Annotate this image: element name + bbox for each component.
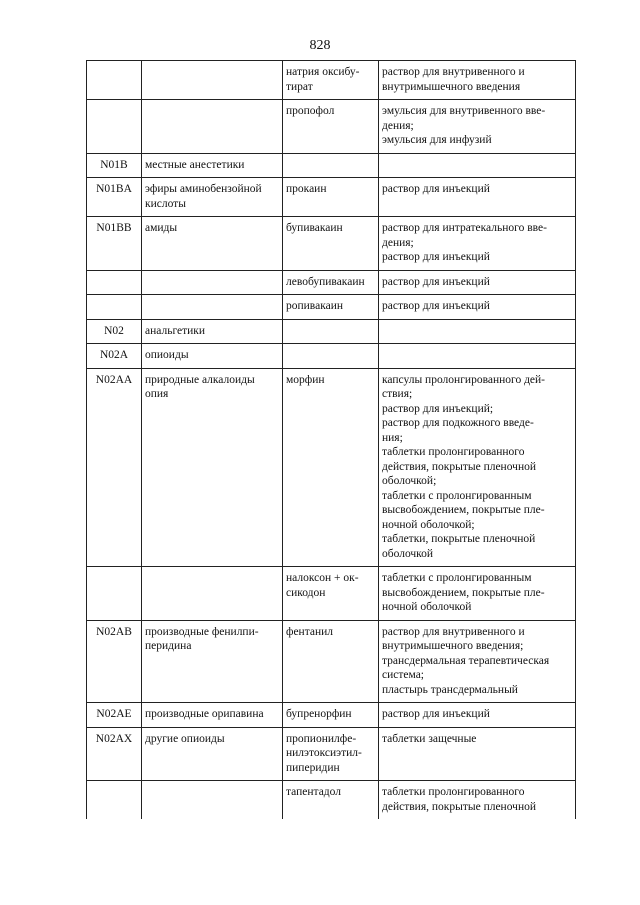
form-cell: таблетки пролонгированного действия, покрытые пленочной bbox=[379, 781, 576, 820]
drug-cell: морфин bbox=[283, 368, 379, 567]
drug-cell bbox=[283, 319, 379, 344]
table-row bbox=[87, 703, 576, 728]
group-cell: другие опиоиды bbox=[142, 727, 283, 781]
group-cell: природные алкалоиды опия bbox=[142, 368, 283, 567]
code-cell bbox=[87, 567, 142, 621]
code-cell: N02 bbox=[87, 319, 142, 344]
code-cell bbox=[87, 61, 142, 100]
drug-cell: ропивакаин bbox=[283, 295, 379, 320]
table-body bbox=[87, 61, 576, 820]
code-cell bbox=[87, 781, 142, 820]
group-cell: производные фенилпи- перидина bbox=[142, 620, 283, 703]
form-cell: раствор для инъекций bbox=[379, 178, 576, 217]
group-cell: производные орипавина bbox=[142, 703, 283, 728]
form-cell bbox=[379, 319, 576, 344]
form-cell: эмульсия для внутривенного вве- дения; эмульсия для инфузий bbox=[379, 100, 576, 154]
table-row bbox=[87, 178, 576, 217]
table-row bbox=[87, 620, 576, 703]
drug-cell: левобупивакаин bbox=[283, 270, 379, 295]
drug-cell: натрия оксибу- тират bbox=[283, 61, 379, 100]
table-row bbox=[87, 344, 576, 369]
group-cell: опиоиды bbox=[142, 344, 283, 369]
form-cell: раствор для интратекального вве- дения; раствор для инъекций bbox=[379, 217, 576, 271]
drug-cell: налоксон + ок- сикодон bbox=[283, 567, 379, 621]
code-cell bbox=[87, 100, 142, 154]
drug-cell: бупренорфин bbox=[283, 703, 379, 728]
drug-cell: прокаин bbox=[283, 178, 379, 217]
group-cell: эфиры аминобензойной кислоты bbox=[142, 178, 283, 217]
drug-cell bbox=[283, 153, 379, 178]
code-cell: N01B bbox=[87, 153, 142, 178]
group-cell bbox=[142, 61, 283, 100]
group-cell: анальгетики bbox=[142, 319, 283, 344]
form-cell: таблетки с пролонгированным высвобождением, покрытые пле- ночной оболочкой bbox=[379, 567, 576, 621]
code-cell bbox=[87, 295, 142, 320]
drug-table bbox=[86, 60, 576, 819]
group-cell bbox=[142, 295, 283, 320]
group-cell bbox=[142, 270, 283, 295]
table-row bbox=[87, 368, 576, 567]
table-row bbox=[87, 61, 576, 100]
code-cell: N02AX bbox=[87, 727, 142, 781]
group-cell bbox=[142, 567, 283, 621]
drug-cell: пропофол bbox=[283, 100, 379, 154]
group-cell bbox=[142, 781, 283, 820]
form-cell: раствор для инъекций bbox=[379, 270, 576, 295]
code-cell: N02AE bbox=[87, 703, 142, 728]
form-cell: раствор для внутривенного и внутримышечного введения bbox=[379, 61, 576, 100]
drug-cell: бупивакаин bbox=[283, 217, 379, 271]
code-cell: N01BA bbox=[87, 178, 142, 217]
table-row bbox=[87, 781, 576, 820]
table-row bbox=[87, 727, 576, 781]
form-cell: раствор для инъекций bbox=[379, 703, 576, 728]
form-cell: таблетки защечные bbox=[379, 727, 576, 781]
code-cell: N02A bbox=[87, 344, 142, 369]
page-number: 828 bbox=[309, 38, 331, 53]
code-cell: N02AB bbox=[87, 620, 142, 703]
table-row bbox=[87, 217, 576, 271]
code-cell bbox=[87, 270, 142, 295]
code-cell: N02AA bbox=[87, 368, 142, 567]
drug-cell: тапентадол bbox=[283, 781, 379, 820]
group-cell bbox=[142, 100, 283, 154]
table-row bbox=[87, 567, 576, 621]
table-row bbox=[87, 270, 576, 295]
form-cell bbox=[379, 153, 576, 178]
table-row bbox=[87, 319, 576, 344]
table-row bbox=[87, 295, 576, 320]
form-cell: раствор для внутривенного и внутримышечного введения; трансдермальная терапевтическая система; пластырь трансдермальный bbox=[379, 620, 576, 703]
group-cell: амиды bbox=[142, 217, 283, 271]
drug-cell bbox=[283, 344, 379, 369]
table-row bbox=[87, 100, 576, 154]
table-row bbox=[87, 153, 576, 178]
form-cell: раствор для инъекций bbox=[379, 295, 576, 320]
group-cell: местные анестетики bbox=[142, 153, 283, 178]
form-cell: капсулы пролонгированного дей- ствия; раствор для инъекций; раствор для подкожного введе- ния; таблетки пролонгированного действия, покрытые пленочной оболочкой; таблетки с пролонгированным высвобождением, покрытые пле- ночной оболочкой; таблетки, покрытые пленочной оболочкой bbox=[379, 368, 576, 567]
drug-cell: фентанил bbox=[283, 620, 379, 703]
form-cell bbox=[379, 344, 576, 369]
code-cell: N01BB bbox=[87, 217, 142, 271]
drug-cell: пропионилфе- нилэтоксиэтил- пиперидин bbox=[283, 727, 379, 781]
